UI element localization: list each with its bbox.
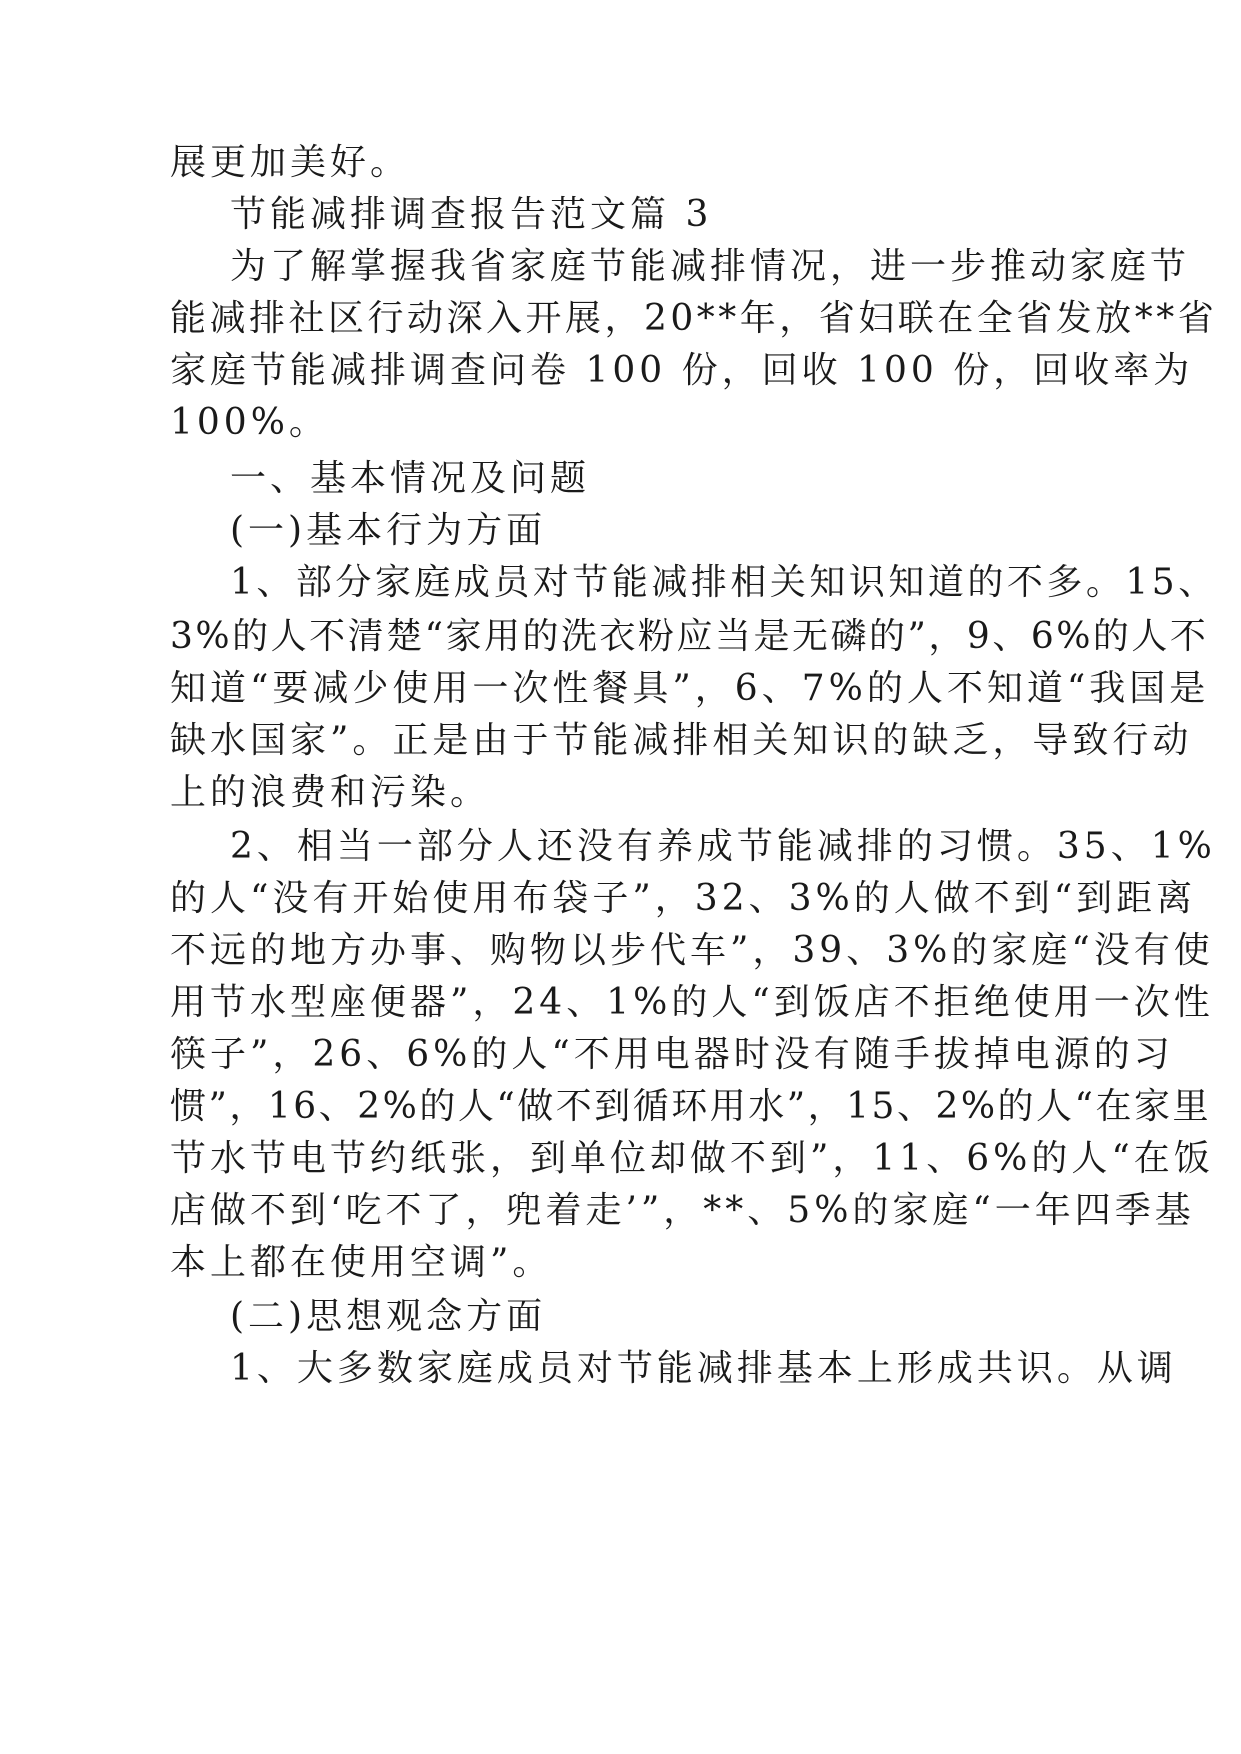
text-line: 知道“要减少使用一次性餐具”，6、7%的人不知道“我国是: [170, 668, 1210, 709]
text-line: 店做不到‘吃不了，兜着走’”，**、5%的家庭“一年四季基: [170, 1190, 1195, 1231]
text-line: 100%。: [170, 402, 329, 443]
text-line: 1、部分家庭成员对节能减排相关知识知道的不多。15、: [230, 562, 1218, 603]
text-line: 上的浪费和污染。: [170, 772, 491, 813]
text-line: 本上都在使用空调”。: [170, 1242, 553, 1283]
heading-line: 一、基本情况及问题: [230, 458, 591, 499]
text-line: 缺水国家”。正是由于节能减排相关知识的缺乏，导致行动: [170, 720, 1193, 761]
subheading-line: (一)基本行为方面: [230, 510, 547, 551]
text-line: 用节水型座便器”，24、1%的人“到饭店不拒绝使用一次性: [170, 982, 1214, 1023]
text-line: 的人“没有开始使用布袋子”，32、3%的人做不到“到距离: [170, 878, 1197, 919]
text-line: 筷子”，26、6%的人“不用电器时没有随手拔掉电源的习: [170, 1034, 1174, 1075]
text-line: 不远的地方办事、购物以步代车”，39、3%的家庭“没有使: [170, 930, 1214, 971]
text-line: 能减排社区行动深入开展，20**年，省妇联在全省发放**省: [170, 298, 1218, 339]
text-line: 节水节电节约纸张，到单位却做不到”，11、6%的人“在饭: [170, 1138, 1214, 1179]
text-line: 1、大多数家庭成员对节能减排基本上形成共识。从调: [230, 1348, 1177, 1389]
subheading-line: (二)思想观念方面: [230, 1296, 547, 1337]
text-line: 2、相当一部分人还没有养成节能减排的习惯。35、1%: [230, 826, 1216, 867]
section-title: 节能减排调查报告范文篇 3: [230, 194, 713, 235]
text-line: 家庭节能减排调查问卷 100 份，回收 100 份，回收率为: [170, 350, 1194, 391]
text-line: 展更加美好。: [170, 142, 411, 183]
text-line: 惯”，16、2%的人“做不到循环用水”，15、2%的人“在家里: [170, 1086, 1211, 1127]
text-line: 3%的人不清楚“家用的洗衣粉应当是无磷的”，9、6%的人不: [170, 616, 1209, 657]
text-line: 为了解掌握我省家庭节能减排情况，进一步推动家庭节: [230, 246, 1191, 287]
